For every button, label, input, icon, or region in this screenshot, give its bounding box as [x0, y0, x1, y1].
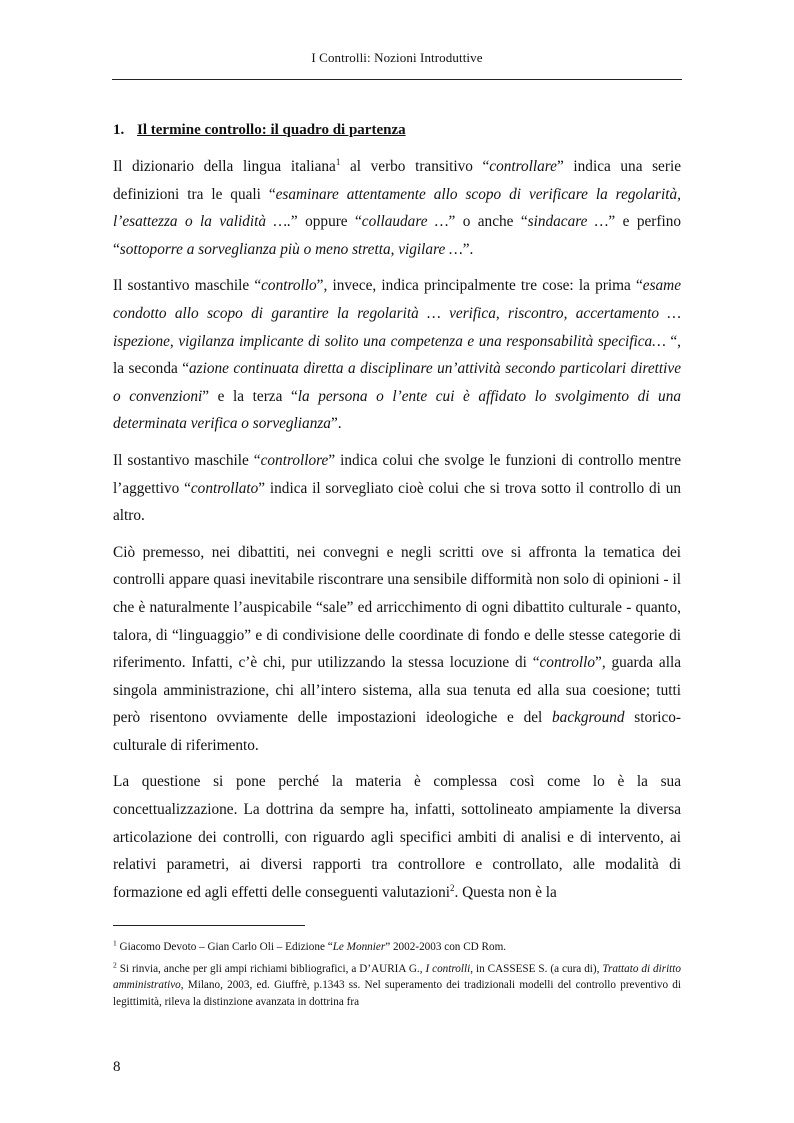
text-run: ” o anche “ [448, 213, 528, 231]
text-run: “, la seconda “ [113, 332, 681, 378]
text-run: ” indica una serie definizioni tra le quali “ [113, 158, 681, 203]
page-number: 8 [113, 1059, 121, 1075]
section-title: Il termine controllo: il quadro di partenza [137, 122, 406, 138]
text-run: ”, guarda alla singola amministrazione, chi all’intero sistema, alla sua tenuta ed alla sua coesione; tutti però risentono ovviamente delle impostazioni ideologiche e del [113, 654, 681, 727]
header-rule [112, 79, 682, 80]
paragraph-1 [113, 153, 681, 263]
italic-run: sottoporre a sorveglianza più o meno stretta, vigilare … [119, 240, 463, 258]
text-run: Si rinvia, anche per gli ampi richiami bibliografici, a D’AURIA G., [116, 962, 426, 975]
section-number: 1. [113, 122, 125, 138]
text-run: al verbo transitivo “ [340, 158, 490, 175]
text-run: La questione si pone perché la materia è complessa così come lo è la sua concettualizzazione. La dottrina da sempre ha, infatti, sottolineato ampiamente la diversa articolazione dei controlli, con riguardo agli specifici ambiti di analisi e di intervento, ai relativi parametri, ai diversi rapporti tra controllore e controllato, alle modalità di formazione ed agli effetti delle conseguenti valutazioni [113, 773, 681, 901]
italic-run: la persona o l’ente cui è affidato lo svolgimento di una determinata verifica o sorveglianza [113, 387, 681, 433]
text-run: ”. [330, 415, 342, 433]
running-header: I Controlli: Nozioni Introduttive [311, 50, 483, 65]
text-run: ” e perfino “ [113, 213, 681, 258]
italic-run: collaudare … [361, 213, 449, 231]
footnote-separator [113, 925, 305, 926]
text-run: , in CASSESE S. (a cura di), [470, 962, 603, 975]
italic-run: esaminare attentamente allo scopo di verificare la regolarità, l’esattezza o la validità …. [113, 185, 681, 231]
footnote-ref-2: 2 [449, 882, 455, 893]
text-run: storico-culturale di riferimento. [113, 709, 682, 754]
italic-run: I controlli [425, 962, 471, 975]
italic-run: controllo [539, 654, 596, 672]
text-run: ” indica il sorvegliato cioè colui che si trova sotto il controllo di un altro. [113, 479, 681, 525]
footnote-number: 1 [113, 938, 117, 948]
italic-run: controllato [190, 479, 259, 497]
italic-run: controllo [261, 277, 317, 295]
footnote-number: 2 [113, 959, 117, 969]
paragraph-4 [113, 539, 681, 760]
text-run: . Questa non è la [454, 883, 557, 901]
footnote-1 [113, 939, 681, 956]
italic-run: background [552, 709, 625, 727]
footnotes [113, 939, 681, 1015]
text-run: Il sostantivo maschile “ [113, 277, 262, 295]
text-run: ” indica colui che svolge le funzioni di controllo mentre l’aggettivo “ [113, 451, 682, 497]
text-run: Il dizionario della lingua italiana [113, 158, 336, 175]
body-text [113, 153, 681, 915]
footnote-2 [113, 961, 681, 1011]
italic-run: controllore [260, 451, 329, 469]
text-run: ”, invece, indica principalmente tre cose: la prima “ [316, 277, 643, 295]
text-run: Ciò premesso, nei dibattiti, nei convegni e negli scritti ove si affronta la tematica dei controlli appare quasi inevitabile riscontrare una sensibile difformità non solo di opinioni - il che è naturalmente l’auspicabile “sale” ed arricchimento di ogni dibattito culturale - quanto, talora, di “linguaggio” e di condivisione delle coordinate di fondo e delle stesse categorie di riferimento. Infatti, c’è chi, pur utilizzando la stessa locuzione di “ [113, 543, 681, 672]
italic-run: azione continuata diretta a disciplinare un’attività secondo particolari direttive o convenzioni [113, 360, 682, 405]
text-run: ”. [462, 240, 474, 258]
text-run: ” e la terza “ [202, 387, 298, 405]
paragraph-3 [113, 447, 681, 530]
paragraph-2 [113, 272, 681, 438]
text-run: Giacomo Devoto – Gian Carlo Oli – Edizione “ [116, 941, 333, 953]
text-run: , Milano, 2003, ed. Giuffrè, p.1343 ss. Nel superamento dei tradizionali modelli del controllo preventivo di legittimità, rileva la distinzione avanzata in dottrina fra [113, 979, 681, 1008]
footnote-ref-1: 1 [335, 156, 341, 167]
italic-run: controllare [489, 158, 557, 175]
text-run: ” oppure “ [290, 213, 362, 231]
paragraph-5 [113, 768, 681, 906]
text-run: ” 2002-2003 con CD Rom. [385, 941, 507, 953]
italic-run: sindacare … [527, 213, 609, 231]
italic-run: esame condotto allo scopo di garantire la regolarità … verifica, riscontro, accertamento … ispezione, vigilanza implicante di solito una competenza e una responsabilità specifica… [113, 277, 682, 350]
text-run: Il sostantivo maschile “ [113, 451, 261, 469]
italic-run: Trattato di diritto amministrativo [113, 962, 681, 991]
section-heading [113, 122, 406, 139]
italic-run: Le Monnier [332, 941, 386, 953]
